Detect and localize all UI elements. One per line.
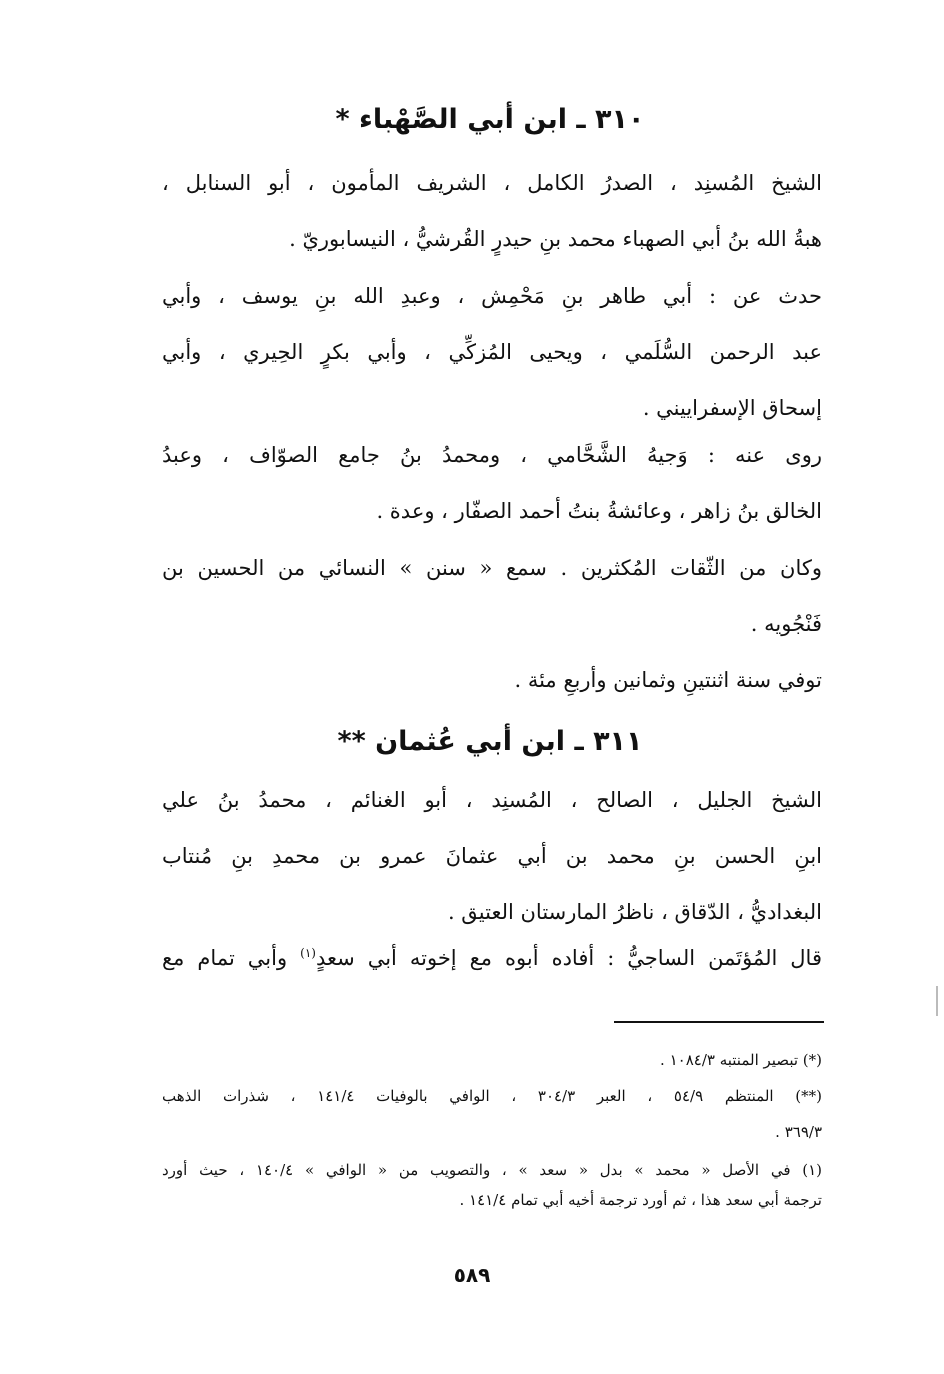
text-line: حدث عن : أبي طاهر بنِ مَحْمِش ، وعبدِ الله بنِ يوسف ، وأبي (162, 284, 822, 308)
footnote-line: ٣٦٩/٣ . (775, 1123, 822, 1141)
entry-311-paragraph-1 (162, 772, 822, 940)
text-line: الشيخ المُسنِد ، الصدرُ الكامل ، الشريف المأمون ، أبو السنابل ، (162, 171, 822, 195)
entry-heading-310: ٣١٠ ـ ابن أبي الصَّهْباء * (335, 104, 645, 135)
text-line: البغداديُّ ، الدّقاق ، ناظرُ المارستان العتيق . (447, 900, 822, 924)
text-segment: وأبي تمام مع (162, 946, 301, 970)
footnote-line: ترجمة أبي سعد هذا ، ثم أورد ترجمة أخيه أبي تمام ١٤١/٤ . (459, 1191, 822, 1209)
footnote-marker: (١) (300, 946, 316, 960)
text-line: روى عنه : وَجيهُ الشَّحَّامي ، ومحمدُ بنُ جامع الصوّاف ، وعبدُ (162, 443, 822, 467)
text-line (162, 930, 822, 986)
text-line: الخالق بنُ زاهر ، وعائشةُ بنتُ أحمد الصفّار ، وعدة . (376, 499, 822, 523)
page-number: ٥٨٩ (453, 1263, 491, 1287)
entry-310-paragraph-1 (162, 155, 822, 267)
entry-310-paragraph-3 (162, 427, 822, 539)
footnote-line: (١) في الأصل « محمد » بدل « سعد » ، والتصويب من « الوافي » ١٤٠/٤ ، حيث أورد (162, 1161, 822, 1179)
text-line: الشيخ الجليل ، الصالح ، المُسنِد ، أبو الغنائم ، محمدُ بنُ علي (162, 788, 822, 812)
entry-311-paragraph-2 (162, 930, 822, 986)
text-line: توفي سنة اثنتينِ وثمانين وأربعِ مئة . (514, 668, 822, 692)
footnote-double-star (162, 1078, 822, 1150)
text-line: هبةُ الله بنُ أبي الصهباء محمد بنِ حيدرٍ القُرشيُّ ، النيسابوريّ . (289, 227, 822, 251)
text-line: عبد الرحمن السُّلَمي ، ويحيى المُزكِّي ، وأبي بكرٍ الحِيري ، وأبي (162, 340, 822, 364)
footnote-line: (*) تبصير المنتبه ١٠٨٤/٣ . (660, 1051, 822, 1069)
text-line: وكان من الثّقات المُكثرين . سمع « سنن » النسائي من الحسين بن (162, 556, 822, 580)
footnote-star (162, 1042, 822, 1078)
footnote-1 (162, 1155, 822, 1215)
footnote-line: (**) المنتظم ٥٤/٩ ، العبر ٣٠٤/٣ ، الوافي بالوفيات ١٤١/٤ ، شذرات الذهب (162, 1087, 822, 1105)
text-line: ابنِ الحسن بنِ محمد بن أبي عثمانَ عمرو بن محمدِ بنِ مُنتاب (162, 844, 822, 868)
margin-mark (936, 986, 938, 1016)
text-line: فَنْجُويه . (750, 612, 822, 636)
entry-310-paragraph-5 (162, 652, 822, 708)
text-line: إسحاق الإسفراييني . (642, 396, 822, 420)
footnote-separator (614, 1021, 824, 1023)
text-segment: قال المُؤتَمن الساجيُّ : أفاده أبوه مع إخوته أبي سعدٍ (315, 946, 822, 970)
entry-heading-311: ٣١١ ـ ابن أبي عُثمان ** (337, 726, 643, 757)
entry-310-paragraph-4 (162, 540, 822, 652)
entry-310-paragraph-2 (162, 268, 822, 436)
